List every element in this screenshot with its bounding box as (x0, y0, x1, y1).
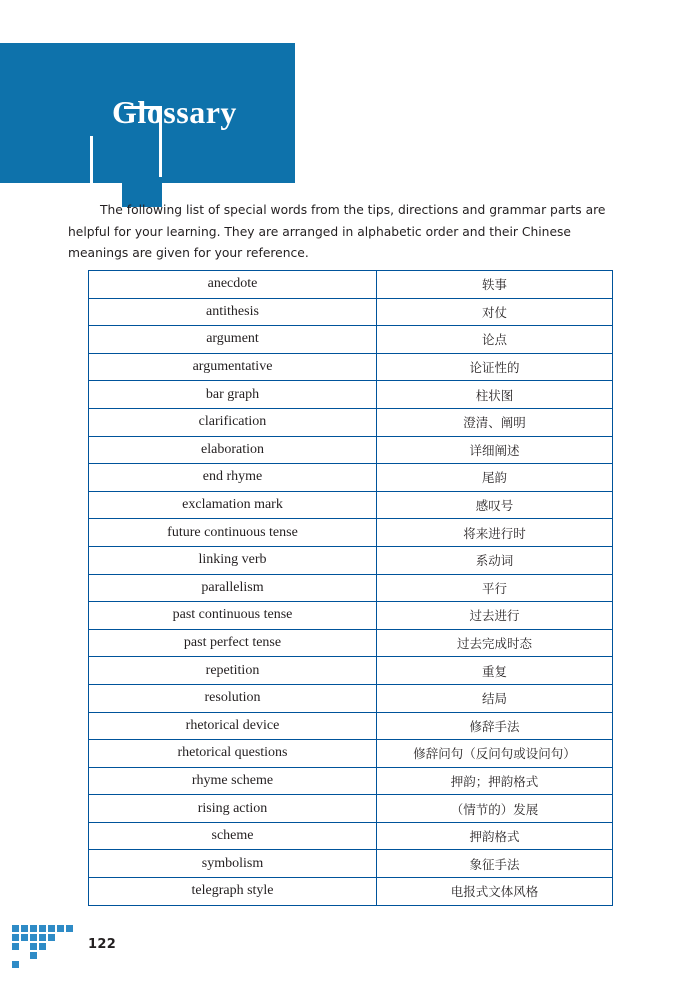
glossary-term: linking verb (89, 546, 377, 574)
glossary-meaning: 过去完成时态 (377, 629, 613, 657)
glossary-meaning: 象征手法 (377, 850, 613, 878)
footer-decoration (12, 925, 68, 971)
intro-text: The following list of special words from the tips, directions and grammar parts are helpful for your learning. They are arranged in alphabetic order and their Chinese meanings are given for your reference. (68, 203, 606, 261)
table-row (89, 740, 613, 768)
glossary-meaning: 平行 (377, 574, 613, 602)
glossary-term: bar graph (89, 381, 377, 409)
table-row (89, 546, 613, 574)
table-row (89, 353, 613, 381)
glossary-meaning: 系动词 (377, 546, 613, 574)
intro-paragraph (68, 200, 633, 265)
glossary-term: end rhyme (89, 464, 377, 492)
table-row (89, 795, 613, 823)
glossary-meaning: 押韵；押韵格式 (377, 767, 613, 795)
glossary-term: antithesis (89, 298, 377, 326)
page-title: Glossary (112, 94, 237, 130)
decoration-dot (30, 934, 37, 941)
glossary-meaning: 押韵格式 (377, 822, 613, 850)
table-row (89, 491, 613, 519)
glossary-table (88, 270, 613, 906)
glossary-term: exclamation mark (89, 491, 377, 519)
decoration-dot (12, 934, 19, 941)
glossary-meaning: （情节的）发展 (377, 795, 613, 823)
table-row (89, 381, 613, 409)
decoration-dot (39, 934, 46, 941)
glossary-meaning: 轶事 (377, 271, 613, 299)
glossary-meaning: 过去进行 (377, 602, 613, 630)
decoration-dot (66, 925, 73, 932)
glossary-term: scheme (89, 822, 377, 850)
glossary-meaning: 对仗 (377, 298, 613, 326)
table-row (89, 850, 613, 878)
decoration-dot (57, 925, 64, 932)
table-row (89, 298, 613, 326)
glossary-table-body (89, 271, 613, 906)
table-row (89, 712, 613, 740)
decoration-dot (12, 961, 19, 968)
glossary-term: symbolism (89, 850, 377, 878)
table-row (89, 657, 613, 685)
glossary-meaning: 论证性的 (377, 353, 613, 381)
glossary-meaning: 电报式文体风格 (377, 878, 613, 906)
glossary-meaning: 柱状图 (377, 381, 613, 409)
decoration-dot (48, 934, 55, 941)
table-row (89, 878, 613, 906)
glossary-meaning: 结局 (377, 684, 613, 712)
glossary-term: clarification (89, 408, 377, 436)
decoration-dot (12, 925, 19, 932)
decoration-dot (48, 925, 55, 932)
glossary-meaning: 尾韵 (377, 464, 613, 492)
glossary-term: anecdote (89, 271, 377, 299)
table-row (89, 271, 613, 299)
glossary-term: rhyme scheme (89, 767, 377, 795)
table-row (89, 822, 613, 850)
table-row (89, 629, 613, 657)
glossary-term: elaboration (89, 436, 377, 464)
glossary-term: future continuous tense (89, 519, 377, 547)
table-row (89, 602, 613, 630)
glossary-term: rhetorical questions (89, 740, 377, 768)
glossary-term: argument (89, 326, 377, 354)
glossary-term: repetition (89, 657, 377, 685)
glossary-meaning: 修辞手法 (377, 712, 613, 740)
table-row (89, 574, 613, 602)
glossary-term: rising action (89, 795, 377, 823)
glossary-term: telegraph style (89, 878, 377, 906)
glossary-term: past continuous tense (89, 602, 377, 630)
decoration-dot (30, 925, 37, 932)
table-row (89, 684, 613, 712)
glossary-meaning: 感叹号 (377, 491, 613, 519)
table-row (89, 767, 613, 795)
table-row (89, 519, 613, 547)
decoration-dot (39, 943, 46, 950)
table-row (89, 436, 613, 464)
decoration-dot (39, 925, 46, 932)
table-row (89, 464, 613, 492)
glossary-meaning: 详细阐述 (377, 436, 613, 464)
decoration-dot (21, 934, 28, 941)
table-row (89, 408, 613, 436)
table-row (89, 326, 613, 354)
glossary-meaning: 修辞问句（反问句或设问句） (377, 740, 613, 768)
glossary-meaning: 澄清、阐明 (377, 408, 613, 436)
glossary-meaning: 将来进行时 (377, 519, 613, 547)
glossary-term: rhetorical device (89, 712, 377, 740)
glossary-term: resolution (89, 684, 377, 712)
decoration-dot (30, 952, 37, 959)
glossary-meaning: 重复 (377, 657, 613, 685)
decoration-dot (30, 943, 37, 950)
page-number: 122 (88, 937, 117, 952)
decoration-dot (12, 943, 19, 950)
glossary-term: parallelism (89, 574, 377, 602)
decoration-dot (21, 925, 28, 932)
glossary-term: argumentative (89, 353, 377, 381)
glossary-term: past perfect tense (89, 629, 377, 657)
glossary-meaning: 论点 (377, 326, 613, 354)
